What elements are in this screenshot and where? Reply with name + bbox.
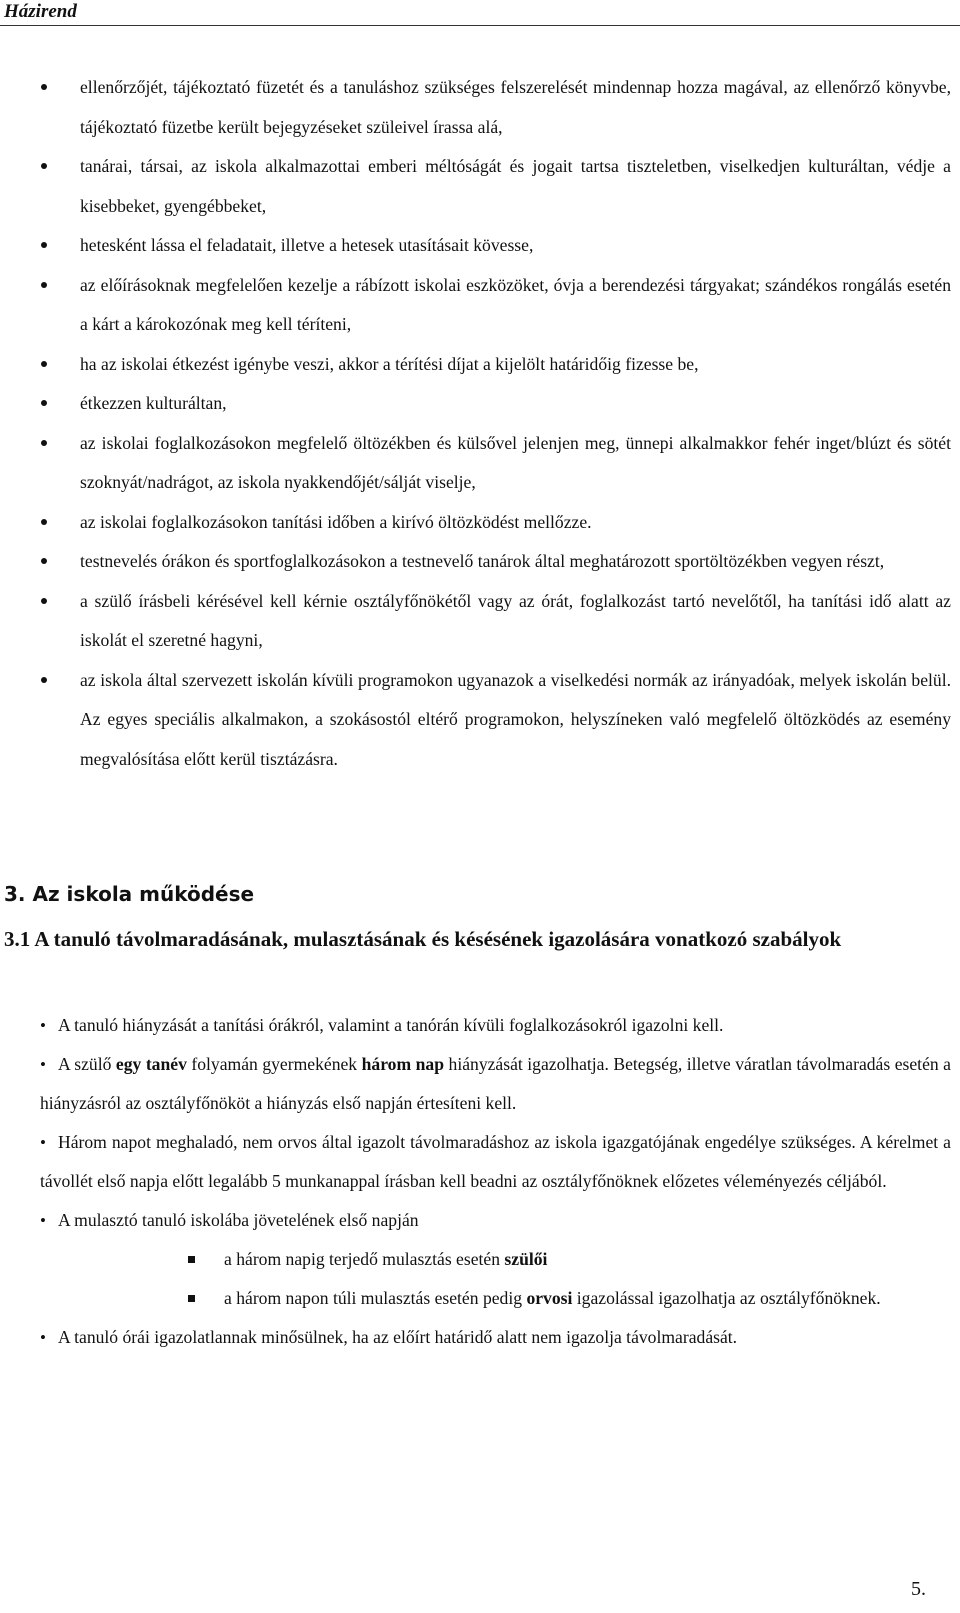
list-item: • A mulasztó tanuló iskolába jövetelének első napján	[0, 1201, 960, 1240]
sub-list-item: a három napon túli mulasztás esetén pedig orvosi igazolással igazolhatja az osztályfőnöknek.	[0, 1279, 960, 1318]
list-item: az iskola által szervezett iskolán kívüli programokon ugyanazok a viselkedési normák az irányadóak, melyek iskolán belül. Az egyes speciális alkalmakon, a szokásostól eltérő programokon, helyszíneken való megfelelő öltözködés az esemény megvalósítása előtt kerül tisztázásra.	[0, 661, 960, 780]
bullet-dot-icon	[41, 598, 47, 604]
absence-rules-list	[0, 1006, 960, 1357]
subsection-heading: 3.1 A tanuló távolmaradásának, mulasztásának és késésének igazolására vonatkozó szabályok	[4, 927, 842, 951]
bullet-dot-icon	[41, 519, 47, 525]
bullet-dot-icon	[41, 400, 47, 406]
list-item: ha az iskolai étkezést igénybe veszi, akkor a térítési díjat a kijelölt határidőig fizesse be,	[0, 345, 960, 385]
bullet-icon: •	[40, 1211, 46, 1230]
list-item: étkezzen kulturáltan,	[0, 384, 960, 424]
bullet-dot-icon	[41, 440, 47, 446]
list-item: • A szülő egy tanév folyamán gyermekének három nap hiányzását igazolhatja. Betegség, illetve váratlan távolmaradás esetén a hiányzásról az osztályfőnököt a hiányzás első napján értesíteni kell.	[0, 1045, 960, 1123]
bullet-dot-icon	[41, 242, 47, 248]
list-item: testnevelés órákon és sportfoglalkozásokon a testnevelő tanárok által meghatározott sportöltözékben vegyen részt,	[0, 542, 960, 582]
rules-list	[0, 68, 960, 779]
header-title: Házirend	[4, 1, 77, 22]
bullet-icon: •	[40, 1328, 46, 1347]
bullet-dot-icon	[41, 84, 47, 90]
bullet-dot-icon	[41, 361, 47, 367]
list-item: • A tanuló hiányzását a tanítási órákról, valamint a tanórán kívüli foglalkozásokról igazolni kell.	[0, 1006, 960, 1045]
bullet-dot-icon	[41, 677, 47, 683]
sub-list-item: a három napig terjedő mulasztás esetén szülői	[0, 1240, 960, 1279]
page-header	[0, 0, 960, 26]
bullet-dot-icon	[41, 558, 47, 564]
header-divider	[0, 25, 960, 26]
list-item: az előírásoknak megfelelően kezelje a rábízott iskolai eszközöket, óvja a berendezési tárgyakat; szándékos rongálás esetén a kárt a károkozónak meg kell téríteni,	[0, 266, 960, 345]
list-item: a szülő írásbeli kérésével kell kérnie osztályfőnökétől vagy az órát, foglalkozást tartó nevelőtől, ha tanítási idő alatt az iskolát el szeretné hagyni,	[0, 582, 960, 661]
list-item: az iskolai foglalkozásokon tanítási időben a kirívó öltözködést mellőzze.	[0, 503, 960, 543]
list-item: tanárai, társai, az iskola alkalmazottai emberi méltóságát és jogait tartsa tiszteletben, viselkedjen kulturáltan, védje a kisebbeket, gyengébbeket,	[0, 147, 960, 226]
list-item: hetesként lássa el feladatait, illetve a hetesek utasításait kövesse,	[0, 226, 960, 266]
section-heading: 3. Az iskola működése	[4, 882, 255, 906]
list-item: ellenőrzőjét, tájékoztató füzetét és a tanuláshoz szükséges felszerelését mindennap hozza magával, az ellenőrző könyvbe, tájékoztató füzetbe került bejegyzéseket szüleivel írassa alá,	[0, 68, 960, 147]
bullet-dot-icon	[41, 163, 47, 169]
list-item: • Három napot meghaladó, nem orvos által igazolt távolmaradáshoz az iskola igazgatójának engedélye szükséges. A kérelmet a távollét első napja előtt legalább 5 munkanappal írásban kell beadni az osztályfőnöknek előzetes véleményezés céljából.	[0, 1123, 960, 1201]
bullet-dot-icon	[41, 282, 47, 288]
bullet-icon: •	[40, 1133, 46, 1152]
bullet-icon: •	[40, 1016, 46, 1035]
square-bullet-icon	[188, 1295, 195, 1302]
bullet-icon: •	[40, 1055, 46, 1074]
square-bullet-icon	[188, 1256, 195, 1263]
list-item: az iskolai foglalkozásokon megfelelő öltözékben és külsővel jelenjen meg, ünnepi alkalmakkor fehér inget/blúzt és sötét szoknyát/nadrágot, az iskola nyakkendőjét/sálját viselje,	[0, 424, 960, 503]
page-number: 5.	[911, 1578, 926, 1600]
list-item: • A tanuló órái igazolatlannak minősülnek, ha az előírt határidő alatt nem igazolja távolmaradását.	[0, 1318, 960, 1357]
